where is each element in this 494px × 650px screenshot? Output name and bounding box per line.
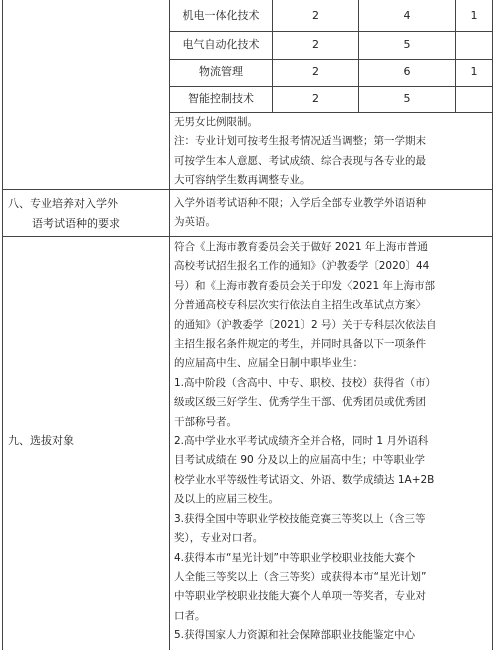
section-9-line-10: 干部称号者。 [174, 415, 237, 428]
section-9-line-15: 3.获得全国中等职业学校技能竞赛三等奖以上（含三等 [174, 512, 426, 525]
section-9-label: 九、选拔对象 [8, 434, 74, 447]
notes-line-2: 注：专业计划可按考生报考情况适当调整；第一学期末 [174, 135, 426, 148]
table-border-left [2, 0, 3, 650]
section-9-line-18: 人全能三等奖以上（含三等奖）或获得本市“星光计划” [174, 570, 427, 583]
section-9-line-8: 1.高中阶段（含高中、中专、职校、技校）获得省（市） [174, 376, 437, 389]
section-9-text [174, 238, 490, 646]
major-count-c-1: 1 [470, 9, 478, 22]
major-count-c-3: 1 [470, 65, 478, 78]
notes-line-1: 无男女比例限制。 [174, 116, 258, 128]
notes-paragraph [174, 113, 490, 191]
major-row-line-1 [169, 31, 493, 32]
major-name-2: 电气自动化技术 [182, 38, 260, 51]
major-count-a-4: 2 [312, 92, 319, 105]
section-9-line-16: 奖），专业对口者。 [174, 532, 264, 545]
section-9-line-17: 4.获得本市“星光计划”中等职业学校职业技能大赛个 [174, 551, 416, 564]
table-border-right [492, 0, 493, 650]
major-count-a-1: 2 [312, 9, 319, 22]
section-9-line-11: 2.高中学业水平考试成绩齐全并合格，同时 1 月外语科 [174, 435, 429, 448]
section-8-text-line-2: 为英语。 [174, 216, 216, 229]
section-9-line-9: 级或区级三好学生、优秀学生干部、优秀团员或优秀团 [174, 396, 426, 409]
section-8-text [174, 194, 490, 233]
major-count-a-2: 2 [312, 38, 319, 51]
section-9-line-20: 口者。 [174, 609, 206, 622]
section-9-line-6: 主招生报名条件规定的考生，并同时具备以下一项条件 [174, 338, 426, 351]
section-8-text-line-1: 入学外语考试语种不限；入学后全部专业教学外语语种 [174, 197, 426, 209]
major-row-line-2 [169, 59, 493, 60]
section-8-label-line-2: 语考试语种的要求 [32, 217, 120, 230]
section-9-line-13: 校学业水平等级性考试语文、外语、数学成绩达 1A+2B [174, 473, 435, 486]
section-9-line-4: 分普通高校专科层次实行依法自主招生改革试点方案〉 [174, 299, 426, 312]
section-9-line-5: 的通知》（沪教委学〔2021〕2 号）关于专科层次依法自 [174, 318, 437, 331]
section-9-line-2: 高校考试招生报名工作的通知》（沪教委学〔2020〕44 [174, 260, 430, 273]
major-count-b-1: 4 [403, 9, 411, 22]
section-9-line-1: 符合《上海市教育委员会关于做好 2021 年上海市普通 [174, 241, 428, 253]
section-divider-9 [2, 236, 493, 237]
section-9-line-7: 的应届高中生、应届全日制中职毕业生： [174, 357, 363, 370]
section-9-line-21: 5.获得国家人力资源和社会保障部职业技能鉴定中心 [174, 629, 416, 642]
notes-line-3: 可按学生本人意愿、考试成绩、综合表现与各专业的最 [174, 154, 426, 167]
section-8-label [8, 194, 120, 234]
section-9-line-12: 目考试成绩在 90 分及以上的应届高中生；中等职业学 [174, 454, 426, 467]
section-9-line-14: 及以上的应届三校生。 [174, 493, 279, 506]
major-name-1: 机电一体化技术 [182, 9, 260, 22]
major-count-a-3: 2 [312, 65, 319, 78]
major-count-b-4: 5 [403, 92, 411, 105]
major-row-line-3 [169, 86, 493, 87]
major-count-b-2: 5 [403, 38, 411, 51]
section-9-line-3: 号）和《上海市教育委员会关于印发〈2021 年上海市部 [174, 279, 436, 292]
major-count-b-3: 6 [403, 65, 411, 78]
section-8-label-line-1: 八、专业培养对入学外 [8, 197, 118, 210]
major-name-3: 物流管理 [199, 65, 243, 78]
notes-line-4: 大可容纳学生数再调整专业。 [174, 174, 311, 187]
section-9-line-19: 中等职业学校职业技能大赛个人单项一等奖者，专业对 [174, 590, 426, 603]
major-name-4: 智能控制技术 [188, 92, 254, 105]
